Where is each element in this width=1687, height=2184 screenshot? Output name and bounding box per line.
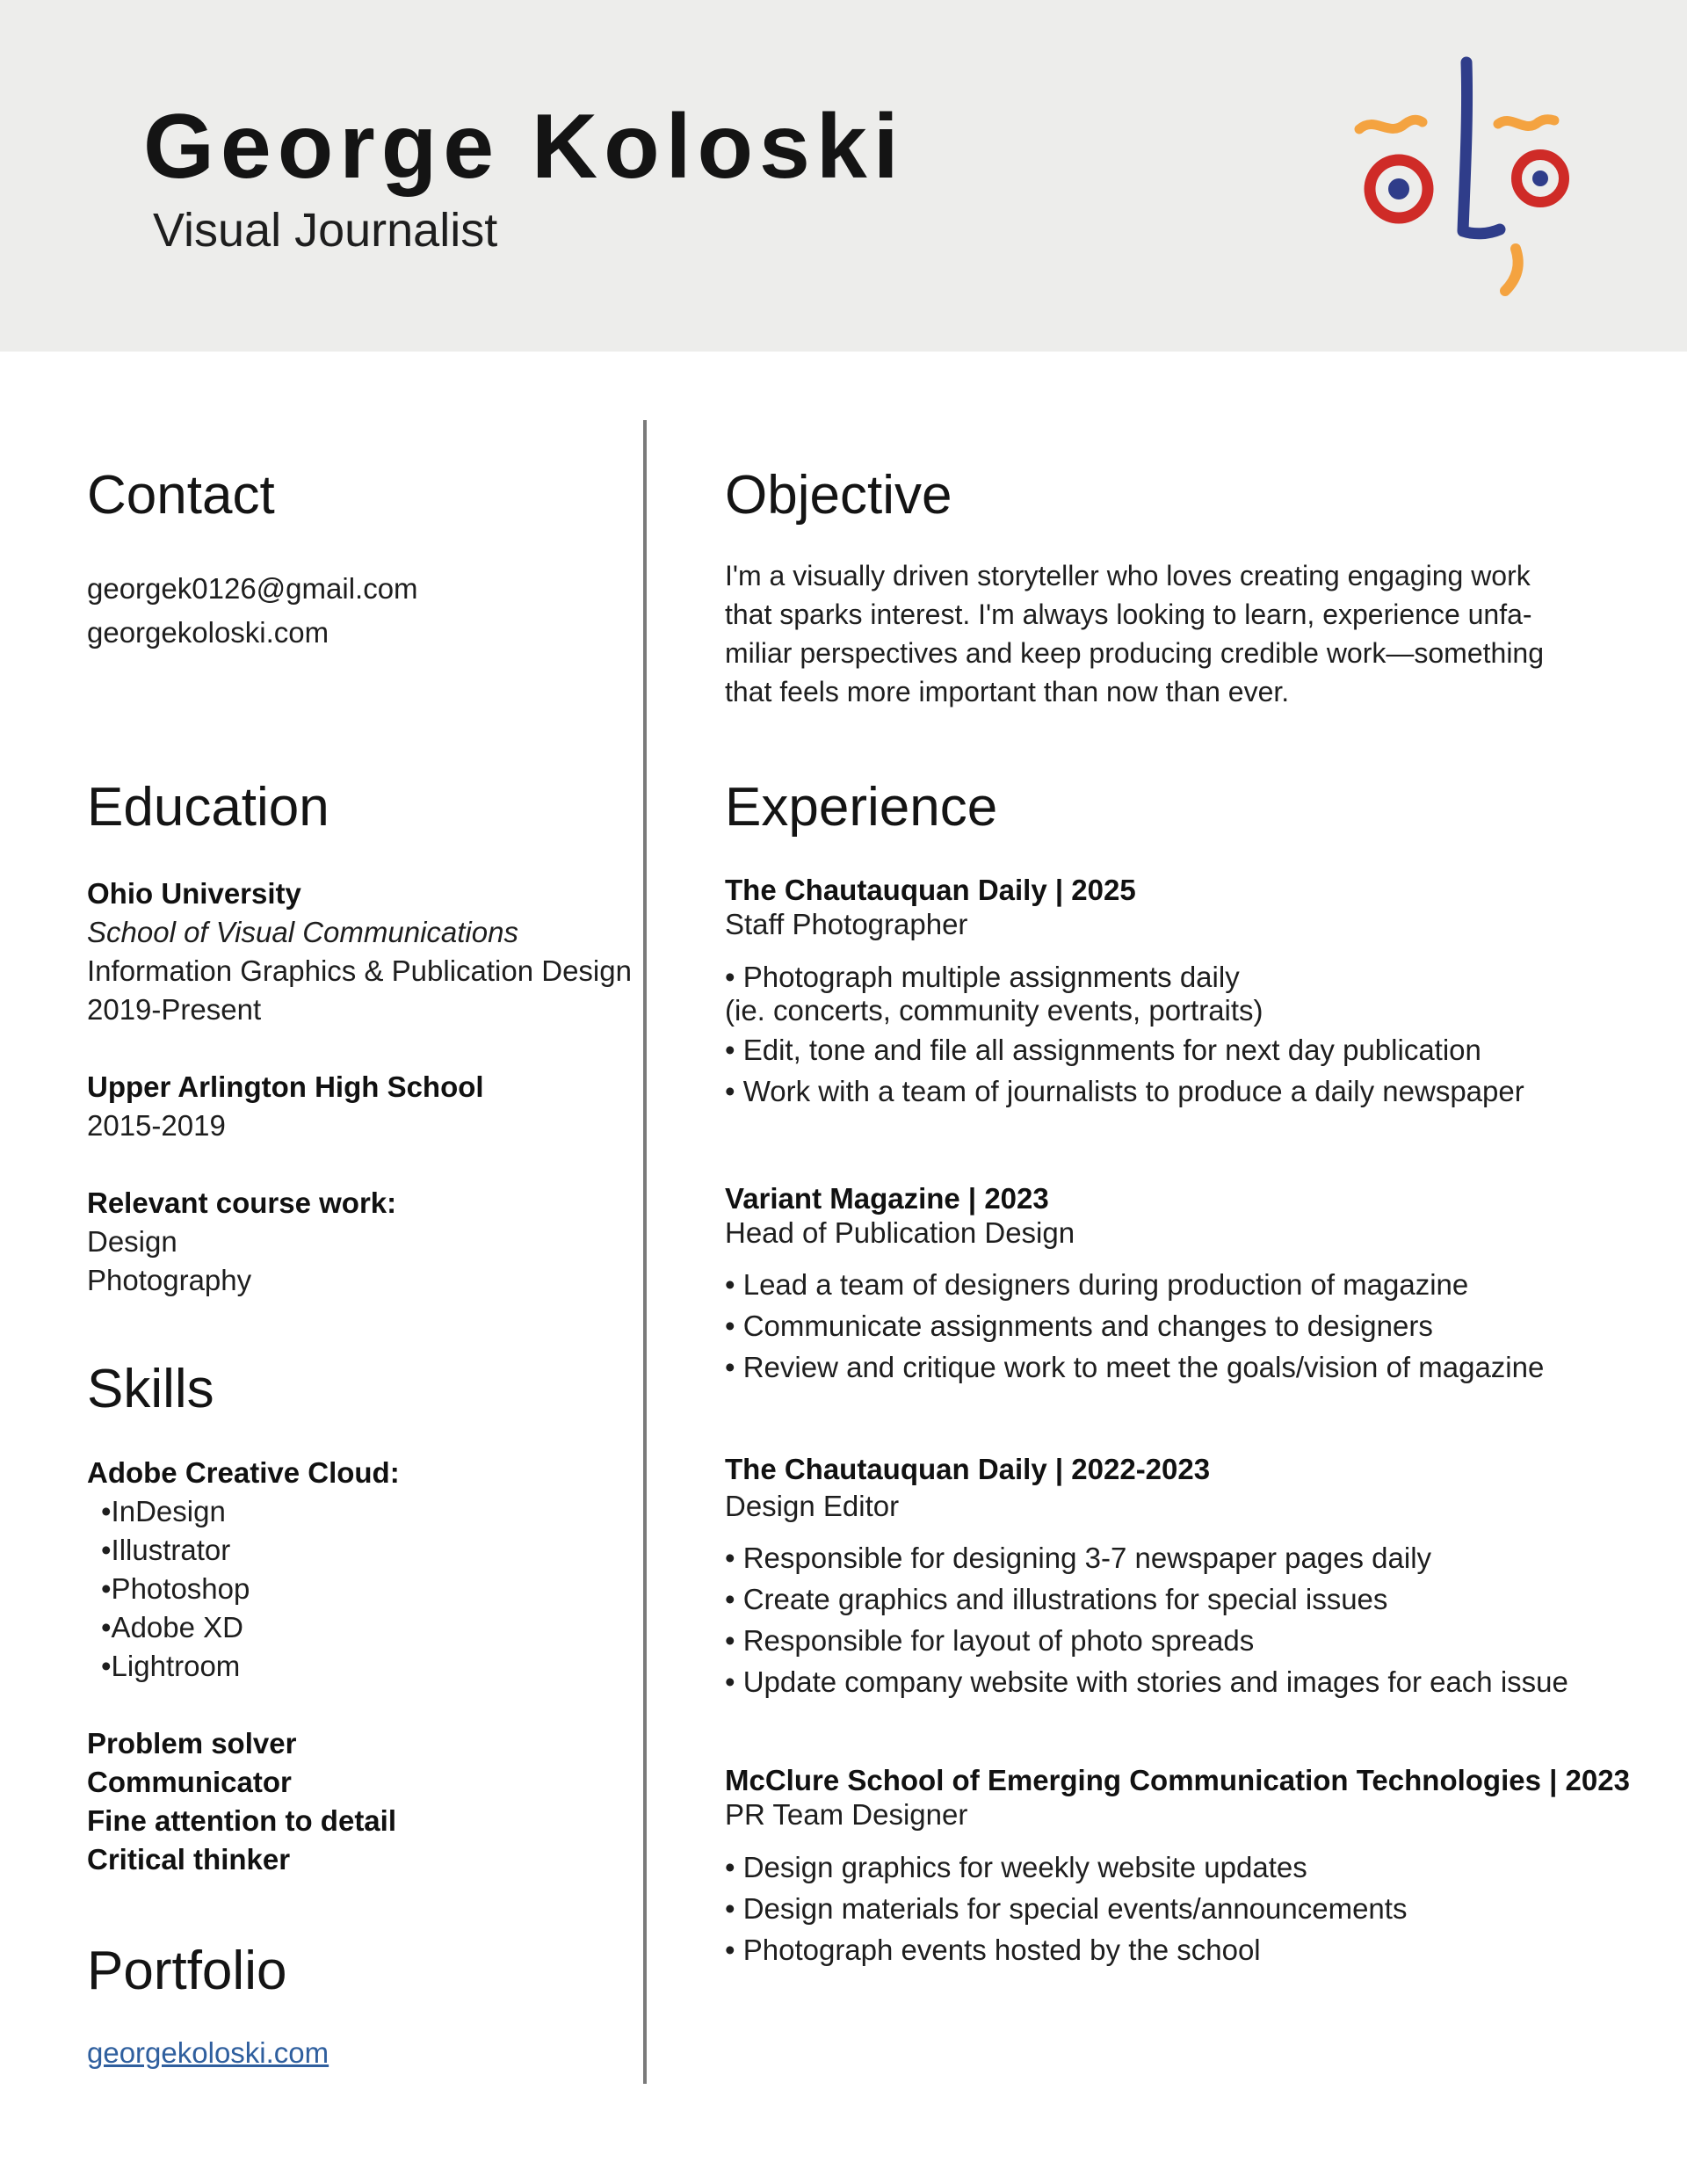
skill-app: •Illustrator [101,1534,231,1566]
skill-app: •Adobe XD [101,1611,243,1643]
school-years: 2015-2019 [87,1109,226,1142]
job-bullet: • Responsible for layout of photo spreads [725,1624,1255,1657]
job-bullet: • Edit, tone and file all assignments for next day publication [725,1034,1481,1066]
job-role: Staff Photographer [725,908,968,940]
coursework-label: Relevant course work: [87,1186,397,1219]
skill-app: •Photoshop [101,1572,250,1605]
job-bullet: • Photograph multiple assignments daily [725,961,1240,993]
job-organization: Variant Magazine | 2023 [725,1182,1049,1215]
soft-skill: Communicator [87,1766,292,1798]
school-program: Information Graphics & Publication Design [87,954,632,987]
objective-text [725,556,1612,711]
objective-heading: Objective [725,465,952,526]
objective-line: that feels more important than now than ever. [725,676,1290,707]
school-name: Ohio University [87,877,301,910]
header-band [0,0,1687,352]
coursework-item: Photography [87,1264,252,1296]
job-organization: The Chautauquan Daily | 2022-2023 [725,1453,1211,1485]
job-bullet: • Work with a team of journalists to produce a daily newspaper [725,1075,1524,1107]
face-logo-icon [1349,48,1595,312]
school-years: 2019-Present [87,993,262,1026]
contact-heading: Contact [87,465,275,526]
skill-app: •InDesign [101,1495,226,1527]
objective-line: miliar perspectives and keep producing credible work—something [725,637,1545,669]
objective-line: I'm a visually driven storyteller who loves creating engaging work [725,560,1531,591]
job-bullet: • Photograph events hosted by the school [725,1934,1261,1966]
soft-skill: Problem solver [87,1727,297,1760]
portfolio-link[interactable]: georgekoloski.com [87,2036,329,2069]
job-role: Head of Publication Design [725,1216,1075,1249]
skills-heading: Skills [87,1359,214,1419]
job-bullet: • Communicate assignments and changes to designers [725,1310,1433,1342]
job-bullet: • Design materials for special events/announcements [725,1892,1408,1925]
job-role: PR Team Designer [725,1798,968,1831]
contact-website: georgekoloski.com [87,616,329,649]
soft-skill: Critical thinker [87,1843,291,1876]
person-title: Visual Journalist [153,204,498,257]
objective-line: that sparks interest. I'm always looking to learn, experience unfa- [725,599,1532,630]
portfolio-heading: Portfolio [87,1941,287,2001]
person-name: George Koloski [143,96,905,198]
column-divider [643,420,647,2084]
job-role: Design Editor [725,1490,900,1522]
contact-email: georgek0126@gmail.com [87,572,418,605]
education-heading: Education [87,777,329,838]
school-department: School of Visual Communications [87,916,518,948]
job-organization: McClure School of Emerging Communication Technologies | 2023 [725,1764,1630,1796]
skill-app: •Lightroom [101,1650,241,1682]
job-bullet: (ie. concerts, community events, portraits) [725,994,1263,1027]
job-organization: The Chautauquan Daily | 2025 [725,874,1136,906]
soft-skill: Fine attention to detail [87,1804,396,1837]
job-bullet: • Lead a team of designers during production of magazine [725,1268,1469,1301]
experience-heading: Experience [725,777,998,838]
job-bullet: • Create graphics and illustrations for special issues [725,1583,1388,1615]
job-bullet: • Review and critique work to meet the goals/vision of magazine [725,1351,1545,1383]
school-name: Upper Arlington High School [87,1070,484,1103]
job-bullet: • Responsible for designing 3-7 newspaper pages daily [725,1542,1432,1574]
coursework-item: Design [87,1225,177,1258]
job-bullet: • Update company website with stories and images for each issue [725,1665,1568,1698]
job-bullet: • Design graphics for weekly website updates [725,1851,1307,1883]
skills-suite-label: Adobe Creative Cloud: [87,1456,400,1489]
